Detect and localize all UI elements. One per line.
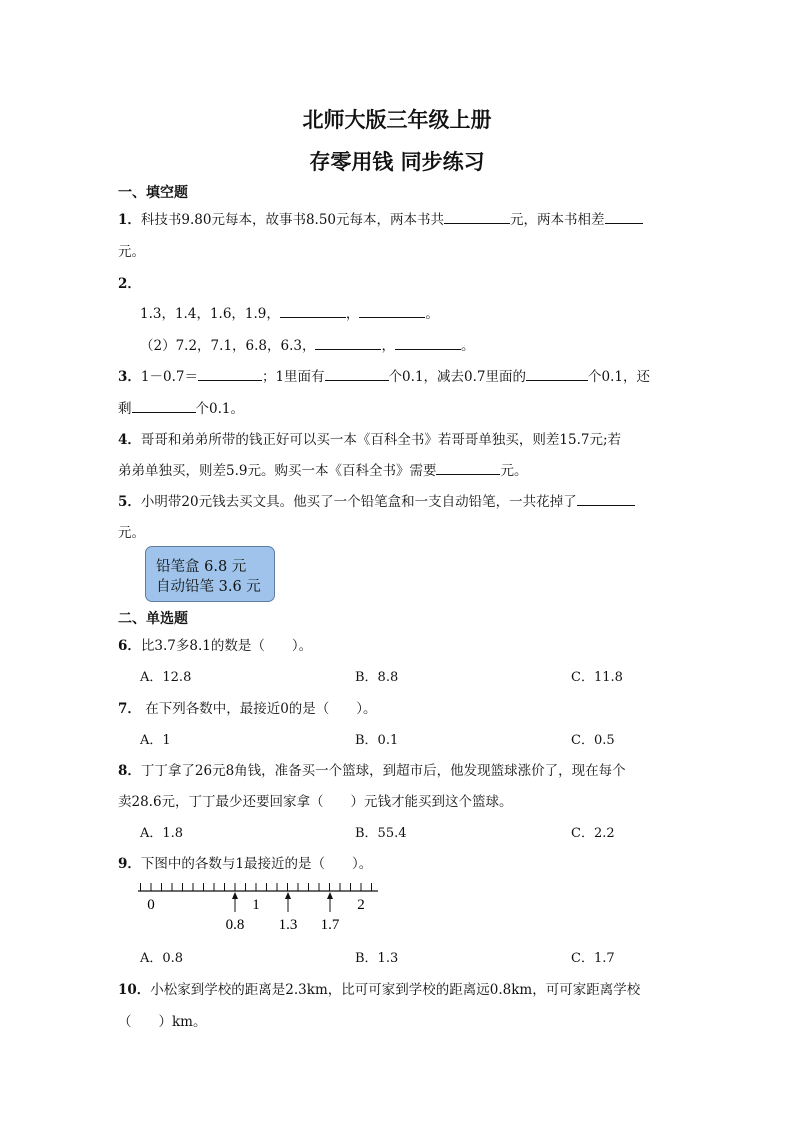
question-3-line-2 [118, 397, 244, 417]
question-number: 9． [118, 856, 141, 872]
separator: ， [381, 338, 395, 354]
question-text: 弟弟单独买，则差5.9元。购买一本《百科全书》需要 [118, 463, 437, 479]
price-line-pencil-case: 铅笔盒 6.8 元 [156, 559, 247, 575]
number-line-label-2: 2 [357, 897, 365, 913]
question-2-number: 2． [118, 276, 141, 292]
question-5-line-1 [118, 490, 635, 510]
mark-label-0-8: 0.8 [225, 917, 245, 933]
answer-blank[interactable] [315, 337, 381, 350]
option-a[interactable]: A．0.8 [140, 951, 184, 966]
mark-label-1-3: 1.3 [278, 917, 298, 933]
option-b[interactable]: B．0.1 [355, 733, 399, 748]
question-number: 6． [118, 638, 141, 654]
option-b[interactable]: B．55.4 [355, 826, 407, 841]
sequence-text: 1.3，1.4，1.6，1.9， [140, 306, 280, 322]
separator: ， [345, 306, 360, 322]
answer-blank[interactable] [359, 305, 425, 318]
answer-blank[interactable] [325, 368, 389, 381]
question-8-line-2: 卖28.6元，丁丁最少还要回家拿（ ）元钱才能买到这个篮球。 [118, 794, 513, 810]
answer-blank[interactable] [436, 462, 500, 475]
question-text: 元，两本书相差 [510, 212, 605, 228]
question-text: 哥哥和弟弟所带的钱正好可以买一本《百科全书》若哥哥单独买，则差15.7元;若 [140, 432, 622, 448]
section-single-choice: 二、单选题 [118, 611, 188, 627]
question-text: 1－0.7＝ [140, 369, 198, 385]
question-text: 小明带20元钱去买文具。他买了一个铅笔盒和一支自动铅笔，一共花掉了 [140, 494, 577, 510]
number-line-label-1: 1 [252, 897, 260, 913]
page-subtitle: 存零用钱 同步练习 [309, 150, 485, 174]
answer-blank[interactable] [526, 368, 588, 381]
answer-blank[interactable] [395, 337, 461, 350]
answer-blank[interactable] [132, 400, 196, 413]
option-c[interactable]: C．11.8 [571, 670, 623, 685]
number-line-label-0: 0 [147, 897, 155, 913]
question-2-line-1 [140, 302, 439, 322]
answer-blank[interactable] [444, 211, 510, 224]
answer-blank[interactable] [605, 211, 643, 224]
question-7 [118, 697, 377, 717]
option-a[interactable]: A．12.8 [140, 670, 192, 685]
arrow-1-3 [285, 892, 291, 912]
option-a[interactable]: A．1 [140, 733, 171, 748]
question-text: 小松家到学校的距离是2.3km，比可可家到学校的距离远0.8km，可可家距离学校 [150, 982, 641, 998]
question-text: 下图中的各数与1最接近的是（ ）。 [140, 856, 373, 872]
price-line-mechanical-pencil: 自动铅笔 3.6 元 [156, 579, 261, 595]
question-text: 在下列各数中，最接近0的是（ ）。 [140, 701, 377, 717]
question-text: 元。 [500, 463, 528, 479]
question-text: 比3.7多8.1的数是（ ）。 [140, 638, 313, 654]
question-text: 丁丁拿了26元8角钱，准备买一个篮球，到超市后，他发现篮球涨价了，现在每个 [140, 763, 626, 779]
number-line-ticks [141, 883, 372, 891]
question-9 [118, 852, 372, 872]
question-10-line-1 [118, 978, 640, 998]
question-1-line-1 [118, 208, 643, 228]
question-text: 个0.1。 [195, 401, 244, 417]
option-b[interactable]: B．1.3 [355, 951, 399, 966]
mark-label-1-7: 1.7 [320, 917, 340, 933]
option-c[interactable]: C．1.7 [571, 951, 615, 966]
question-6 [118, 634, 312, 654]
answer-blank[interactable] [280, 305, 346, 318]
question-number: 3． [118, 369, 141, 385]
arrow-0-8 [232, 892, 238, 912]
section-fill-blank: 一、填空题 [118, 185, 188, 201]
question-8-line-1 [118, 759, 626, 779]
question-number: 5． [118, 494, 141, 510]
question-number: 4． [118, 432, 141, 448]
question-4-line-1 [118, 428, 621, 448]
question-number: 7． [118, 701, 141, 717]
question-text: 剩 [118, 401, 132, 417]
question-text: 个0.1，还 [588, 369, 650, 385]
answer-blank[interactable] [198, 368, 262, 381]
option-c[interactable]: C．2.2 [571, 826, 615, 841]
option-c[interactable]: C．0.5 [571, 733, 615, 748]
question-10-line-2: （ ）km。 [118, 1014, 207, 1030]
question-number: 8． [118, 763, 141, 779]
question-4-line-2 [118, 459, 527, 479]
end-mark: 。 [425, 306, 439, 322]
question-text: 个0.1，减去0.7里面的 [388, 369, 527, 385]
question-number: 1． [118, 212, 141, 228]
sequence-text: （2）7.2，7.1，6.8，6.3， [140, 338, 316, 354]
end-mark: 。 [460, 338, 475, 354]
question-text: 科技书9.80元每本，故事书8.50元每本，两本书共 [140, 212, 445, 228]
question-number: 10． [118, 982, 151, 998]
question-1-line-2: 元。 [118, 244, 145, 260]
number-line-figure [136, 878, 386, 936]
price-box [145, 546, 275, 602]
option-b[interactable]: B．8.8 [355, 670, 399, 685]
question-5-line-2: 元。 [118, 525, 145, 541]
question-3-line-1 [118, 365, 650, 385]
question-2-line-2 [140, 334, 474, 354]
arrow-1-7 [327, 892, 333, 912]
answer-blank[interactable] [577, 493, 635, 506]
question-text: ；1里面有 [261, 369, 325, 385]
page-title: 北师大版三年级上册 [302, 108, 492, 132]
option-a[interactable]: A．1.8 [140, 826, 184, 841]
